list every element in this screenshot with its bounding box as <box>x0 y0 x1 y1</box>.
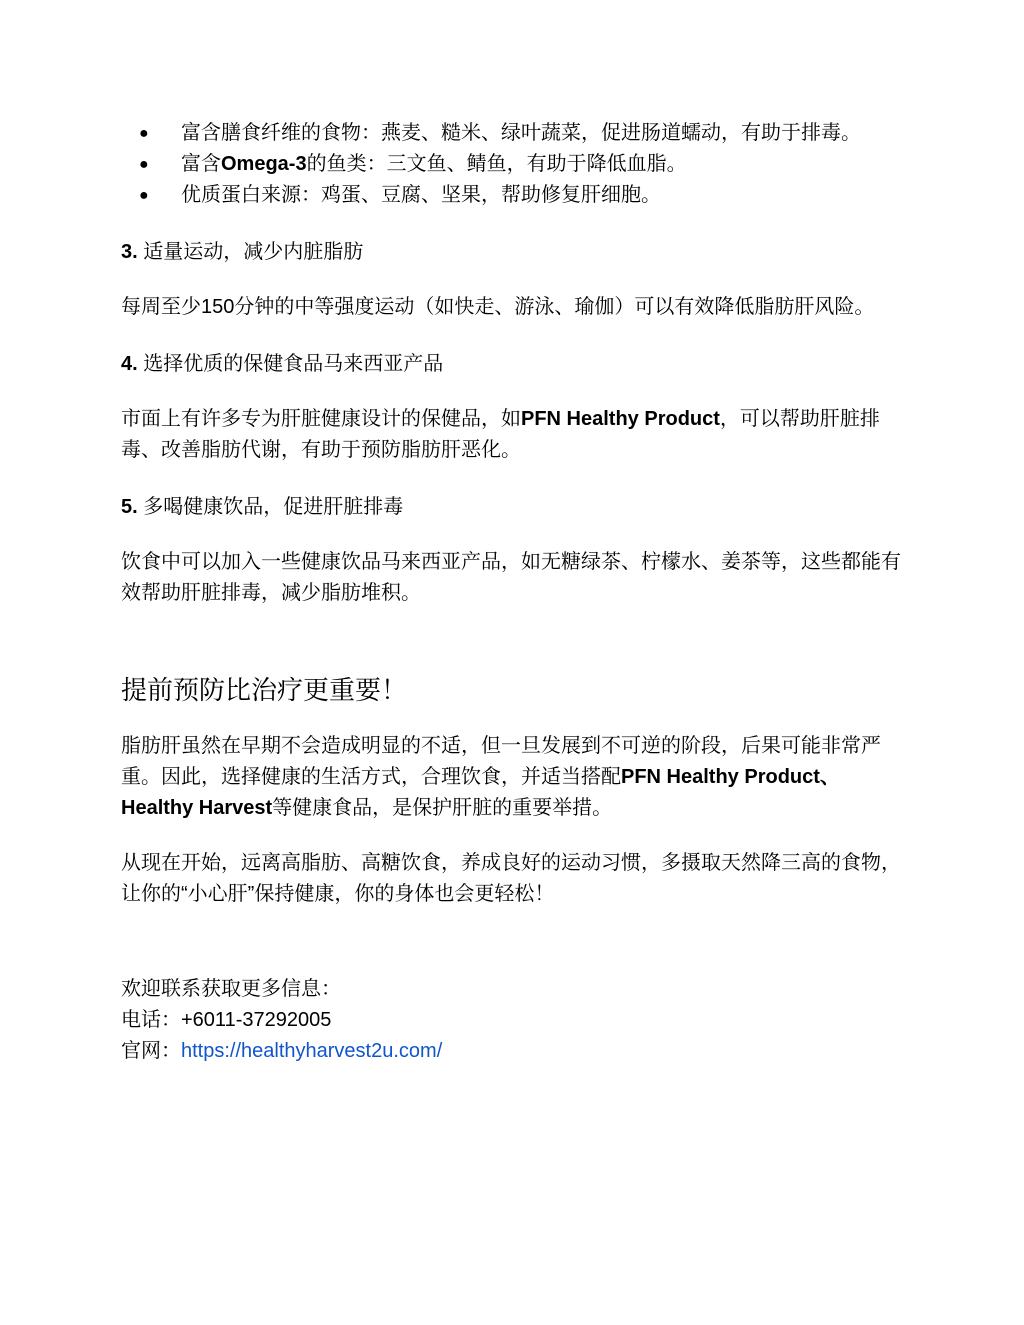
document-page <box>121 118 901 1067</box>
section-title: 多喝健康饮品，促进肝脏排毒 <box>143 496 404 518</box>
phone-label: 电话： <box>121 1009 181 1031</box>
conclusion-paragraph-1 <box>121 731 901 824</box>
section-4-body-pre: 市面上有许多专为肝脏健康设计的保健品，如 <box>121 408 521 430</box>
conclusion-title: 提前预防比治疗更重要！ <box>121 675 408 705</box>
conclusion-p1-post: 等健康食品，是保护肝脏的重要举措。 <box>272 797 613 819</box>
section-number: 3. <box>121 241 138 263</box>
bullet-dot-icon: ● <box>139 156 149 173</box>
bullet-text-pre: 富含 <box>181 153 221 175</box>
section-title: 适量运动，减少内脏脂肪 <box>143 241 364 263</box>
bullet-text-bold: Omega-3 <box>221 153 307 175</box>
section-5-body: 饮食中可以加入一些健康饮品马来西亚产品，如无糖绿茶、柠檬水、姜茶等，这些都能有效帮助肝脏排毒，减少脂肪堆积。 <box>121 551 901 604</box>
list-item <box>121 149 901 180</box>
section-4-body-post: ，可以帮助肝脏排毒、改善脂肪代谢，有助于预防脂肪肝恶化。 <box>121 408 880 461</box>
section-3-heading <box>121 237 901 268</box>
website-link[interactable]: https://healthyharvest2u.com/ <box>181 1040 443 1062</box>
conclusion-p1-pre: 脂肪肝虽然在早期不会造成明显的不适，但一旦发展到不可逆的阶段，后果可能非常严重。因此，选择健康的生活方式，合理饮食，并适当搭配 <box>121 735 881 788</box>
bullet-text: 富含膳食纤维的食物：燕麦、糙米、绿叶蔬菜，促进肠道蠕动，有助于排毒。 <box>181 122 861 144</box>
section-3-body: 每周至少150分钟的中等强度运动（如快走、游泳、瑜伽）可以有效降低脂肪肝风险。 <box>121 296 875 318</box>
list-item <box>121 118 901 149</box>
food-bullet-list <box>121 118 901 211</box>
contact-phone-line <box>121 1005 901 1036</box>
list-item <box>121 180 901 211</box>
product-name: PFN Healthy Product <box>521 408 720 430</box>
section-5-heading <box>121 492 901 523</box>
conclusion-p1-bold: PFN Healthy Product、Healthy Harvest <box>121 766 840 819</box>
bullet-text: 优质蛋白来源：鸡蛋、豆腐、坚果，帮助修复肝细胞。 <box>181 184 661 206</box>
bullet-dot-icon: ● <box>139 187 149 204</box>
section-title: 选择优质的保健食品马来西亚产品 <box>143 353 444 375</box>
conclusion-paragraph-2: 从现在开始，远离高脂肪、高糖饮食，养成良好的运动习惯，多摄取天然降三高的食物，让你的“小心肝”保持健康，你的身体也会更轻松！ <box>121 852 901 905</box>
contact-block <box>121 974 901 1067</box>
section-4-body <box>121 404 901 466</box>
section-4-heading <box>121 349 901 380</box>
site-label: 官网： <box>121 1040 181 1062</box>
bullet-text-post: 的鱼类：三文鱼、鲭鱼，有助于降低血脂。 <box>306 153 687 175</box>
section-number: 4. <box>121 353 138 375</box>
contact-intro: 欢迎联系获取更多信息： <box>121 978 341 1000</box>
bullet-dot-icon: ● <box>139 125 149 142</box>
phone-number: +6011-37292005 <box>181 1009 332 1031</box>
contact-site-line <box>121 1036 901 1067</box>
section-number: 5. <box>121 496 138 518</box>
